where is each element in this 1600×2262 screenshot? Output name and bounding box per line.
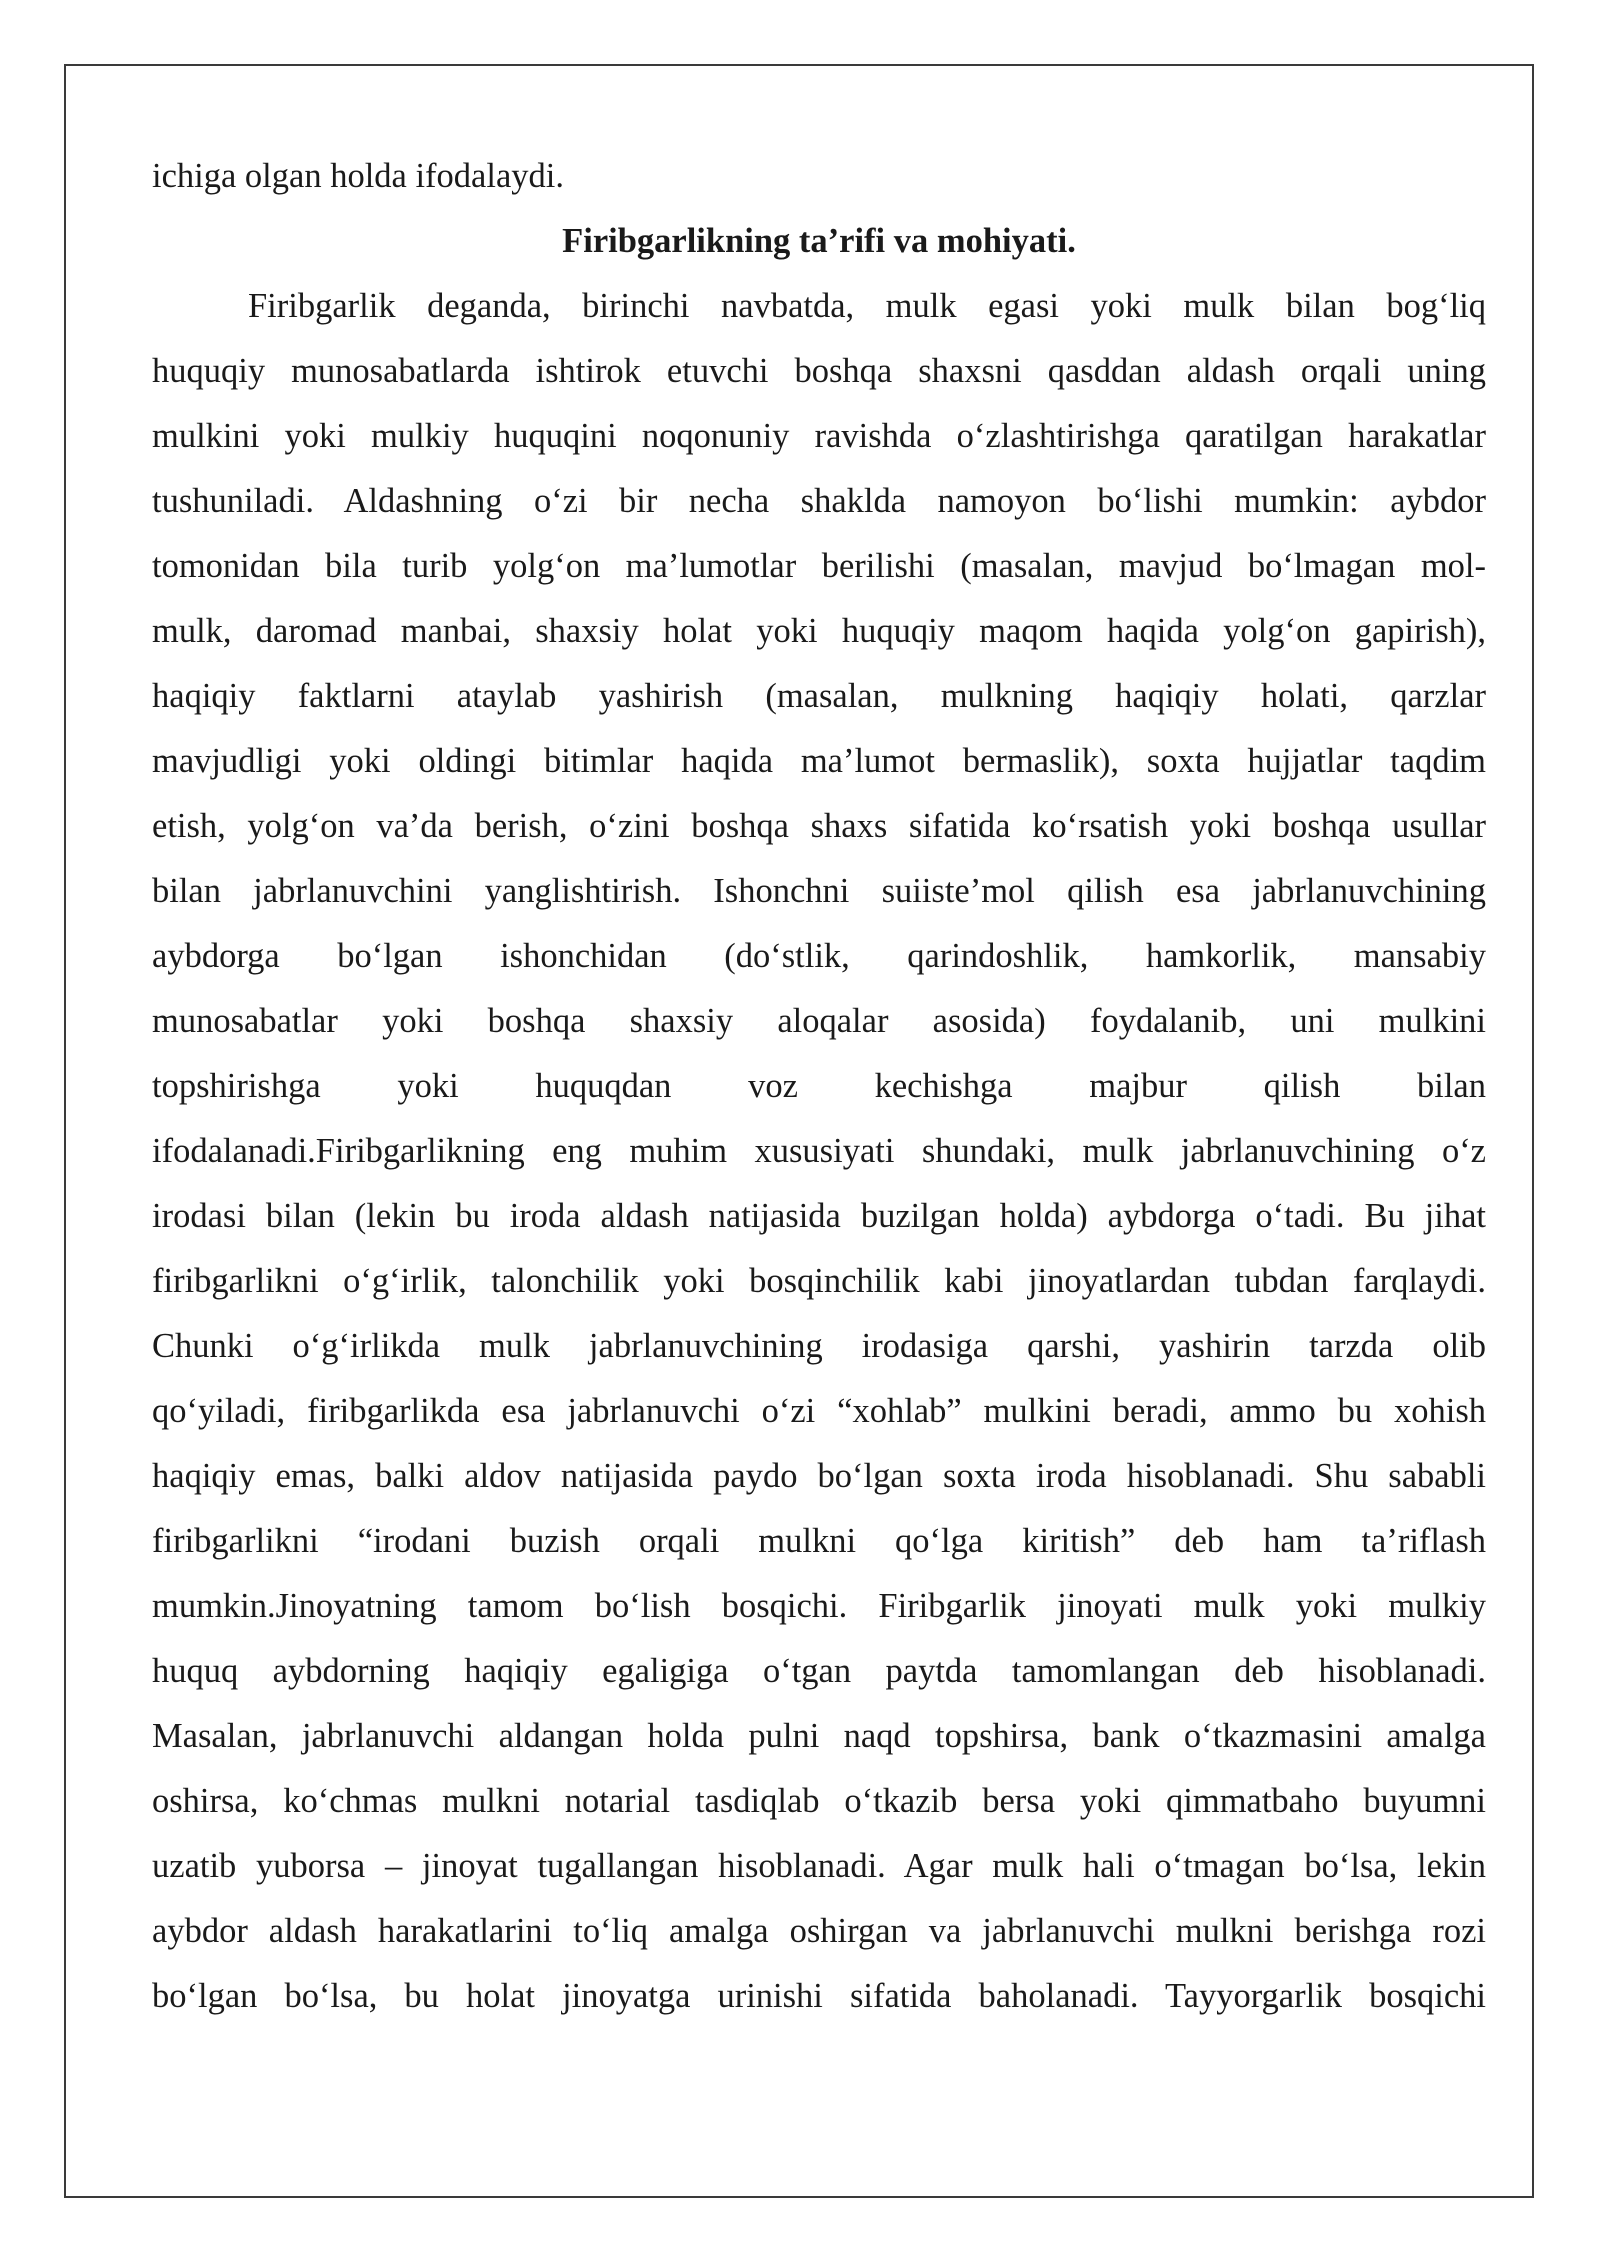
document-body [152,144,1486,2029]
paragraph-line: qo‘yiladi, firibgarlikda esa jabrlanuvchi o‘zi “xohlab” mulkini beradi, ammo bu xohish [152,1392,1486,1430]
paragraph-line: Firibgarlik deganda, birinchi navbatda, mulk egasi yoki mulk bilan bog‘liq [248,287,1486,325]
paragraph-line: aybdorga bo‘lgan ishonchidan (do‘stlik, qarindoshlik, hamkorlik, mansabiy [152,937,1486,975]
paragraph-line: Chunki o‘g‘irlikda mulk jabrlanuvchining irodasiga qarshi, yashirin tarzda olib [152,1327,1486,1365]
paragraph-line: mavjudligi yoki oldingi bitimlar haqida ma’lumot bermaslik), soxta hujjatlar taqdim [152,742,1486,780]
paragraph-line: etish, yolg‘on va’da berish, o‘zini boshqa shaxs sifatida ko‘rsatish yoki boshqa usullar [152,807,1486,845]
paragraph-line: firibgarlikni “irodani buzish orqali mulkni qo‘lga kiritish” deb ham ta’riflash [152,1522,1486,1560]
paragraph-line: Masalan, jabrlanuvchi aldangan holda pulni naqd topshirsa, bank o‘tkazmasini amalga [152,1717,1486,1755]
paragraph-line: ifodalanadi.Firibgarlikning eng muhim xususiyati shundaki, mulk jabrlanuvchining o‘z [152,1132,1486,1170]
section-title: Firibgarlikning ta’rifi va mohiyati. [562,222,1076,260]
paragraph-line: uzatib yuborsa – jinoyat tugallangan hisoblanadi. Agar mulk hali o‘tmagan bo‘lsa, lekin [152,1847,1486,1885]
paragraph-line: haqiqiy emas, balki aldov natijasida paydo bo‘lgan soxta iroda hisoblanadi. Shu sababli [152,1457,1486,1495]
paragraph [152,274,1486,2029]
paragraph-line: bo‘lgan bo‘lsa, bu holat jinoyatga urinishi sifatida baholanadi. Tayyorgarlik bosqichi [152,1977,1486,2015]
paragraph-line: munosabatlar yoki boshqa shaxsiy aloqalar asosida) foydalanib, uni mulkini [152,1002,1486,1040]
intro-line: ichiga olgan holda ifodalaydi. [152,157,564,195]
paragraph-line: tushuniladi. Aldashning o‘zi bir necha shaklda namoyon bo‘lishi mumkin: aybdor [152,482,1486,520]
paragraph-line: mulk, daromad manbai, shaxsiy holat yoki huquqiy maqom haqida yolg‘on gapirish), [152,612,1486,650]
paragraph-line: huquqiy munosabatlarda ishtirok etuvchi boshqa shaxsni qasddan aldash orqali uning [152,352,1486,390]
paragraph-line: firibgarlikni o‘g‘irlik, talonchilik yoki bosqinchilik kabi jinoyatlardan tubdan farqlaydi. [152,1262,1486,1300]
paragraph-line: haqiqiy faktlarni ataylab yashirish (masalan, mulkning haqiqiy holati, qarzlar [152,677,1486,715]
paragraph-line: aybdor aldash harakatlarini to‘liq amalga oshirgan va jabrlanuvchi mulkni berishga rozi [152,1912,1486,1950]
paragraph-line: mumkin.Jinoyatning tamom bo‘lish bosqichi. Firibgarlik jinoyati mulk yoki mulkiy [152,1587,1486,1625]
paragraph-line: mulkini yoki mulkiy huquqini noqonuniy ravishda o‘zlashtirishga qaratilgan harakatlar [152,417,1486,455]
paragraph-line: tomonidan bila turib yolg‘on ma’lumotlar berilishi (masalan, mavjud bo‘lmagan mol- [152,547,1486,585]
paragraph-line: topshirishga yoki huquqdan voz kechishga majbur qilish bilan [152,1067,1486,1105]
paragraph-line: bilan jabrlanuvchini yanglishtirish. Ishonchni suiiste’mol qilish esa jabrlanuvchining [152,872,1486,910]
paragraph-line: oshirsa, ko‘chmas mulkni notarial tasdiqlab o‘tkazib bersa yoki qimmatbaho buyumni [152,1782,1486,1820]
paragraph-line: huquq aybdorning haqiqiy egaligiga o‘tgan paytda tamomlangan deb hisoblanadi. [152,1652,1486,1690]
paragraph-line: irodasi bilan (lekin bu iroda aldash natijasida buzilgan holda) aybdorga o‘tadi. Bu jihat [152,1197,1486,1235]
